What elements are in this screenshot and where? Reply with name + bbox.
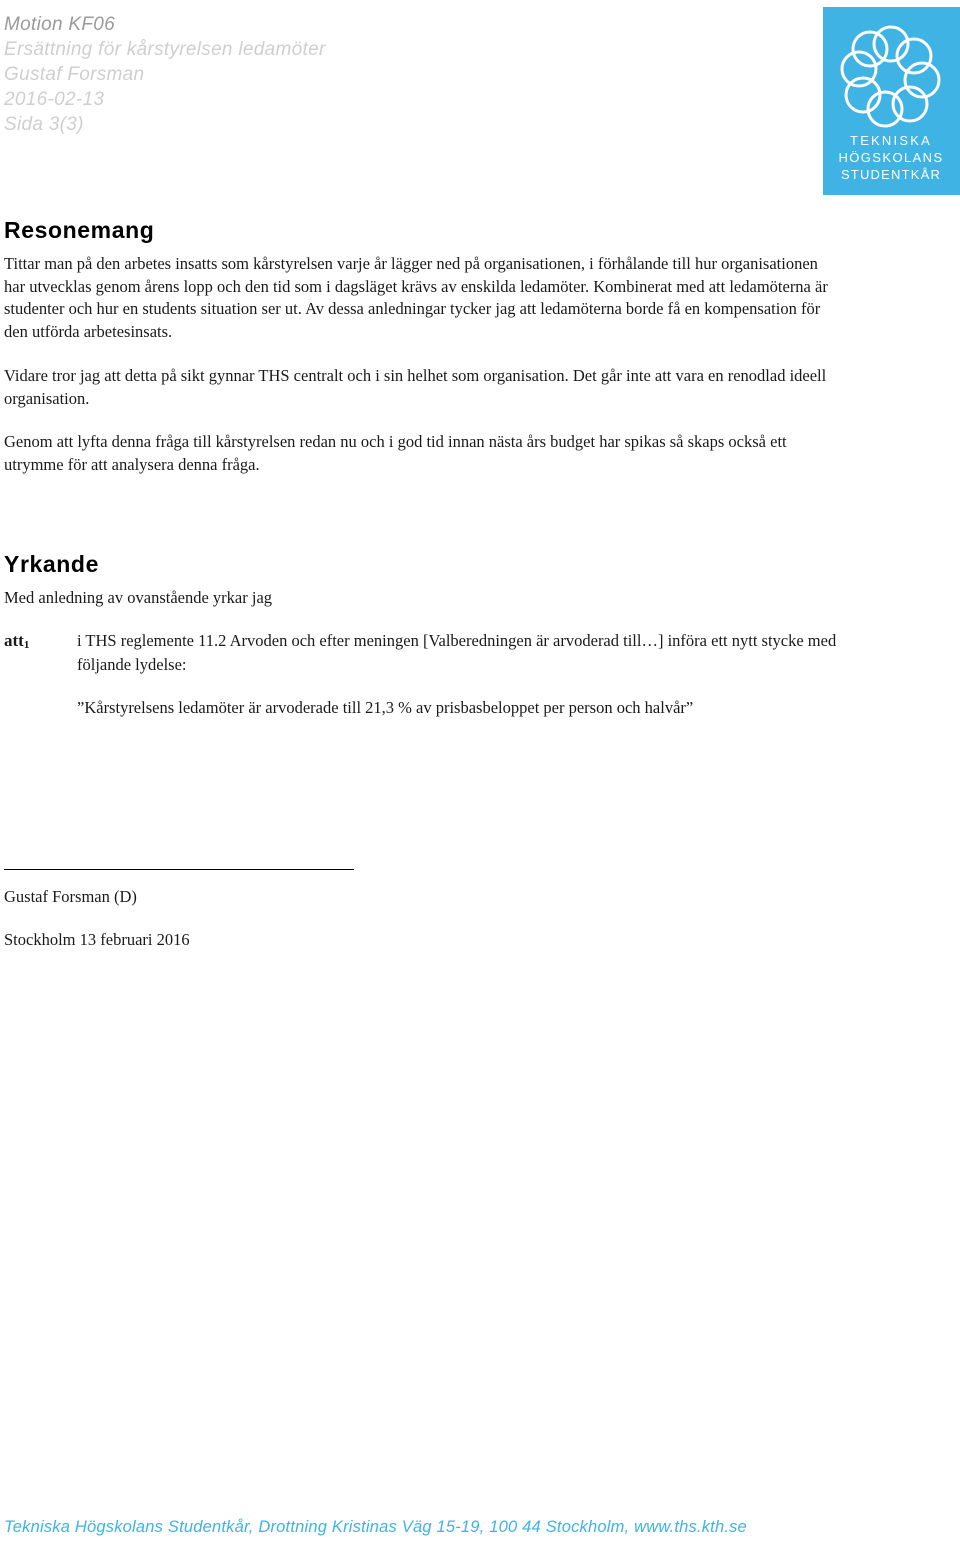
- signature-line: [4, 869, 354, 870]
- resonemang-paragraph-3: Genom att lyfta denna fråga till kårstyrelsen redan nu och i god tid innan nästa års budget har spikas så skaps också ett utrymme för att analysera denna fråga.: [4, 432, 787, 474]
- att-number: 1: [23, 639, 30, 651]
- page-number: Sida 3(3): [4, 114, 84, 135]
- proposed-wording-quote: ”Kårstyrelsens ledamöter är arvoderade till 21,3 % av prisbasbeloppet per person och halvår”: [77, 698, 694, 717]
- author: Gustaf Forsman: [4, 64, 145, 85]
- signature-place-date: Stockholm 13 februari 2016: [4, 930, 190, 949]
- att-word: att: [4, 631, 24, 650]
- resonemang-paragraph-1: Tittar man på den arbetes insatts som kårstyrelsen varje år lägger ned på organisationen, i förhålande till hur organisationen har utvecklas genom årens lopp och den tid som i dagsläget krävs av enskilda ledamöter. Kombinerat med att ledamöterna är studenter och hur en students situation ser ut. Av dessa anledningar tycker jag att ledamöterna borde få en kompensation för den utförda arbetesinsats.: [4, 254, 828, 341]
- resonemang-paragraph-2: Vidare tror jag att detta på sikt gynnar THS centralt och i sin helhet som organisation. Det går inte att vara en renodlad ideell organisation.: [4, 366, 827, 408]
- motion-title: Ersättning för kårstyrelsen ledamöter: [4, 39, 326, 60]
- yrkande-intro: Med anledning av ovanstående yrkar jag: [4, 588, 273, 607]
- footer-address: Tekniska Högskolans Studentkår, Drottning Kristinas Väg 15-19, 100 44 Stockholm, www.ths.kth.se: [4, 1518, 747, 1536]
- date: 2016-02-13: [4, 89, 105, 110]
- ths-logo: [823, 7, 960, 195]
- document-header: [4, 12, 326, 137]
- att-label: [4, 629, 29, 657]
- resonemang-heading: Resonemang: [4, 217, 155, 243]
- logo-line-2: HÖGSKOLANS: [838, 150, 944, 165]
- yrkande-heading: Yrkande: [4, 551, 99, 577]
- ths-rings-logo-icon: [823, 7, 960, 195]
- att-text: i THS reglemente 11.2 Arvoden och efter meningen [Valberedningen är arvoderad till…] införa ett nytt stycke med följande lydelse:: [77, 631, 837, 674]
- motion-id: Motion KF06: [4, 14, 116, 35]
- signature-name: Gustaf Forsman (D): [4, 887, 137, 906]
- logo-line-3: STUDENTKÅR: [840, 167, 942, 182]
- logo-line-1: TEKNISKA: [850, 133, 932, 148]
